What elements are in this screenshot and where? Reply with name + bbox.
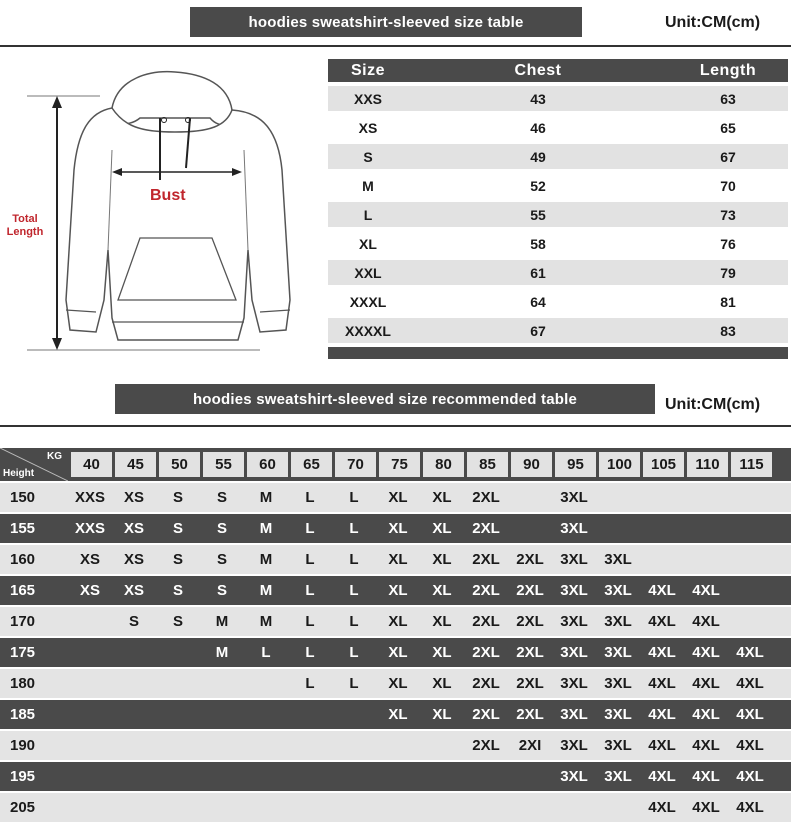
size-recommendation-cell: 2XL <box>472 706 500 723</box>
size-recommendation-cell: 3XL <box>560 737 588 754</box>
size-recommendation-cell: L <box>305 520 315 537</box>
size-recommendation-cell: L <box>349 644 359 661</box>
height-cell: 160 <box>10 551 36 568</box>
size-recommendation-cell: S <box>216 520 227 537</box>
size-row <box>328 202 788 227</box>
length-cell: 83 <box>720 322 736 339</box>
size-cell: XS <box>358 119 378 136</box>
size-table-footer-bar <box>328 347 788 359</box>
size-recommendation-cell: M <box>259 613 273 630</box>
chest-cell: 67 <box>530 322 546 339</box>
kg-header-cell: 105 <box>643 452 684 477</box>
size-recommendation-cell: XL <box>388 613 408 630</box>
length-cell: 81 <box>720 293 736 310</box>
size-recommendation-cell: 2XL <box>516 706 544 723</box>
height-cell: 195 <box>10 768 36 785</box>
size-recommendation-cell: XL <box>432 489 452 506</box>
kg-header-cell: 60 <box>247 452 288 477</box>
size-recommendation-cell: 3XL <box>604 675 632 692</box>
size-row <box>328 318 788 343</box>
size-recommendation-cell: XL <box>388 644 408 661</box>
size-recommendation-cell: 4XL <box>648 799 676 816</box>
size-recommendation-cell: S <box>216 582 227 599</box>
size-recommendation-cell: 4XL <box>692 582 720 599</box>
kg-header-cell: 65 <box>291 452 332 477</box>
size-recommendation-cell: 4XL <box>736 644 764 661</box>
size-recommendation-cell: M <box>259 551 273 568</box>
size-recommendation-cell: XS <box>123 582 144 599</box>
size-recommendation-cell: L <box>349 582 359 599</box>
height-row <box>0 576 791 605</box>
size-recommendation-cell: 4XL <box>692 799 720 816</box>
size-recommendation-cell: 4XL <box>736 675 764 692</box>
size-recommendation-cell: 2XL <box>516 582 544 599</box>
size-cell: XXXXL <box>345 322 391 339</box>
middle-divider <box>0 425 791 427</box>
height-cell: 190 <box>10 737 36 754</box>
size-cell: XXS <box>353 90 382 107</box>
kg-header-cell: 70 <box>335 452 376 477</box>
size-recommendation-cell: 3XL <box>560 520 588 537</box>
chest-cell: 58 <box>530 235 546 252</box>
size-row <box>328 86 788 111</box>
recommend-table <box>0 448 791 822</box>
size-recommendation-cell: 3XL <box>560 551 588 568</box>
header-size: Size <box>350 61 385 79</box>
size-recommendation-cell: XS <box>123 520 144 537</box>
height-row <box>0 638 791 667</box>
size-recommendation-cell: M <box>259 582 273 599</box>
length-cell: 73 <box>720 206 736 223</box>
kg-header-cell: 40 <box>71 452 112 477</box>
size-recommendation-cell: S <box>172 489 183 506</box>
size-recommendation-cell: 2XL <box>516 675 544 692</box>
chest-cell: 61 <box>530 264 546 281</box>
size-recommendation-cell: XL <box>388 551 408 568</box>
size-table-body <box>328 86 788 343</box>
size-recommendation-cell: L <box>305 613 315 630</box>
size-recommendation-cell: L <box>349 520 359 537</box>
size-recommendation-cell: 2XL <box>516 613 544 630</box>
size-recommendation-cell: XL <box>432 644 452 661</box>
header-length: Length <box>699 61 757 79</box>
size-recommendation-cell: XL <box>388 675 408 692</box>
size-recommendation-cell: S <box>172 582 183 599</box>
recommend-table-title: hoodies sweatshirt-sleeved size recommended table <box>115 384 655 414</box>
size-recommendation-cell: 2XL <box>472 489 500 506</box>
size-recommendation-cell: XS <box>79 582 100 599</box>
size-recommendation-cell: XL <box>432 551 452 568</box>
size-recommendation-cell: 4XL <box>736 768 764 785</box>
corner-kg-label: KG <box>47 451 62 462</box>
size-recommendation-cell: 3XL <box>560 582 588 599</box>
size-cell: XXL <box>354 264 382 281</box>
size-recommendation-cell: XS <box>123 489 144 506</box>
height-row <box>0 700 791 729</box>
height-row <box>0 762 791 791</box>
size-recommendation-cell: 3XL <box>560 613 588 630</box>
kg-header-cell: 100 <box>599 452 640 477</box>
size-recommendation-cell: M <box>215 644 229 661</box>
hoodie-outline-icon <box>0 55 320 360</box>
total-length-label <box>3 213 47 239</box>
header-chest: Chest <box>514 61 562 79</box>
corner-cell <box>0 448 68 481</box>
height-row <box>0 731 791 760</box>
size-recommendation-cell: XL <box>432 675 452 692</box>
size-recommendation-cell: L <box>349 489 359 506</box>
bust-label: Bust <box>150 187 186 204</box>
unit-label-bottom: Unit:CM(cm) <box>665 396 761 413</box>
size-cell: XXXL <box>349 293 387 310</box>
size-recommendation-cell: 2XL <box>472 551 500 568</box>
size-recommendation-cell: 2XL <box>472 675 500 692</box>
size-recommendation-cell: M <box>215 613 229 630</box>
size-cell: S <box>363 148 373 165</box>
size-recommendation-cell: XL <box>388 582 408 599</box>
size-recommendation-cell: XXS <box>74 520 105 537</box>
kg-header-cell: 55 <box>203 452 244 477</box>
size-recommendation-cell: 2XL <box>472 644 500 661</box>
size-recommendation-cell: 2XI <box>518 737 542 754</box>
size-recommendation-cell: XL <box>432 613 452 630</box>
size-recommendation-cell: 3XL <box>560 768 588 785</box>
height-cell: 185 <box>10 706 36 723</box>
length-cell: 76 <box>720 235 736 252</box>
kg-header-cell: 50 <box>159 452 200 477</box>
size-recommendation-cell: S <box>172 613 183 630</box>
size-recommendation-cell: XL <box>432 706 452 723</box>
size-recommendation-cell: 4XL <box>648 768 676 785</box>
size-recommendation-cell: 3XL <box>560 489 588 506</box>
size-recommendation-cell: 3XL <box>604 582 632 599</box>
size-recommendation-cell: 4XL <box>648 706 676 723</box>
height-cell: 180 <box>10 675 36 692</box>
kg-header-cell: 80 <box>423 452 464 477</box>
length-cell: 65 <box>720 119 736 136</box>
size-recommendation-cell: 4XL <box>692 613 720 630</box>
size-recommendation-cell: L <box>305 675 315 692</box>
length-cell: 70 <box>720 177 736 194</box>
size-row <box>328 144 788 169</box>
size-recommendation-cell: XS <box>79 551 100 568</box>
size-recommendation-cell: L <box>305 582 315 599</box>
chest-cell: 49 <box>530 148 546 165</box>
size-recommendation-cell: S <box>172 551 183 568</box>
size-recommendation-cell: XL <box>388 520 408 537</box>
size-recommendation-cell: 2XL <box>472 737 500 754</box>
size-recommendation-cell: XL <box>388 706 408 723</box>
size-recommendation-cell: XS <box>123 551 144 568</box>
size-table <box>328 59 788 359</box>
unit-label-top: Unit:CM(cm) <box>665 14 761 31</box>
size-recommendation-cell: XXS <box>74 489 105 506</box>
size-recommendation-cell: 3XL <box>604 613 632 630</box>
size-recommendation-cell: 3XL <box>604 768 632 785</box>
size-recommendation-cell: 2XL <box>516 644 544 661</box>
height-cell: 175 <box>10 644 36 661</box>
size-recommendation-cell: L <box>349 551 359 568</box>
size-recommendation-cell: M <box>259 489 273 506</box>
chest-cell: 46 <box>530 119 546 136</box>
kg-header-cell: 115 <box>731 452 772 477</box>
size-recommendation-cell: 4XL <box>648 737 676 754</box>
chest-cell: 52 <box>530 177 546 194</box>
recommend-table-header <box>0 448 791 481</box>
size-recommendation-cell: 2XL <box>472 520 500 537</box>
size-recommendation-cell: 4XL <box>692 675 720 692</box>
size-recommendation-cell: 2XL <box>472 582 500 599</box>
size-cell: XL <box>359 235 377 252</box>
size-cell: M <box>362 177 374 194</box>
size-recommendation-cell: S <box>172 520 183 537</box>
size-row <box>328 260 788 285</box>
size-recommendation-cell: 4XL <box>692 737 720 754</box>
size-recommendation-cell: 3XL <box>604 706 632 723</box>
kg-header-cell: 45 <box>115 452 156 477</box>
size-recommendation-cell: 3XL <box>604 551 632 568</box>
chest-cell: 43 <box>530 90 546 107</box>
recommend-table-body <box>0 483 791 822</box>
size-recommendation-cell: L <box>261 644 271 661</box>
size-row <box>328 289 788 314</box>
size-recommendation-cell: 4XL <box>736 799 764 816</box>
size-recommendation-cell: L <box>349 675 359 692</box>
kg-header-cell: 90 <box>511 452 552 477</box>
height-row <box>0 669 791 698</box>
kg-header-cell: 75 <box>379 452 420 477</box>
size-row <box>328 173 788 198</box>
height-row <box>0 793 791 822</box>
size-recommendation-cell: L <box>305 489 315 506</box>
kg-header-cell: 110 <box>687 452 728 477</box>
size-recommendation-cell: 3XL <box>604 644 632 661</box>
size-recommendation-cell: 3XL <box>604 737 632 754</box>
chest-cell: 55 <box>530 206 546 223</box>
size-recommendation-cell: 3XL <box>560 706 588 723</box>
size-recommendation-cell: 2XL <box>472 613 500 630</box>
height-cell: 150 <box>10 489 36 506</box>
size-recommendation-cell: 4XL <box>692 644 720 661</box>
size-recommendation-cell: L <box>305 551 315 568</box>
height-row <box>0 483 791 512</box>
size-recommendation-cell: S <box>216 551 227 568</box>
height-row <box>0 545 791 574</box>
height-cell: 205 <box>10 799 36 816</box>
size-recommendation-cell: 4XL <box>648 613 676 630</box>
size-recommendation-cell: 4XL <box>648 675 676 692</box>
size-recommendation-cell: 4XL <box>692 706 720 723</box>
corner-height-label: Height <box>3 468 35 479</box>
size-recommendation-cell: 3XL <box>560 644 588 661</box>
chest-cell: 64 <box>530 293 546 310</box>
top-divider <box>0 45 791 47</box>
height-row <box>0 514 791 543</box>
size-recommendation-cell: L <box>349 613 359 630</box>
length-cell: 79 <box>720 264 736 281</box>
size-recommendation-cell: S <box>128 613 139 630</box>
size-recommendation-cell: 3XL <box>560 675 588 692</box>
size-recommendation-cell: XL <box>432 520 452 537</box>
size-recommendation-cell: XL <box>432 582 452 599</box>
height-row <box>0 607 791 636</box>
size-recommendation-cell: 2XL <box>516 551 544 568</box>
kg-header-cell: 85 <box>467 452 508 477</box>
height-cell: 170 <box>10 613 36 630</box>
size-recommendation-cell: S <box>216 489 227 506</box>
size-row <box>328 115 788 140</box>
size-recommendation-cell: XL <box>388 489 408 506</box>
size-recommendation-cell: 4XL <box>736 737 764 754</box>
size-table-title: hoodies sweatshirt-sleeved size table <box>190 7 582 37</box>
length-cell: 63 <box>720 90 736 107</box>
height-cell: 155 <box>10 520 36 537</box>
height-cell: 165 <box>10 582 36 599</box>
size-recommendation-cell: 4XL <box>692 768 720 785</box>
total-length-text: Total Length <box>6 213 44 238</box>
size-recommendation-cell: 4XL <box>648 582 676 599</box>
size-row <box>328 231 788 256</box>
size-recommendation-cell: 4XL <box>736 706 764 723</box>
size-recommendation-cell: L <box>305 644 315 661</box>
kg-header-cell: 95 <box>555 452 596 477</box>
size-table-header <box>328 59 788 82</box>
size-recommendation-cell: M <box>259 520 273 537</box>
size-recommendation-cell: 4XL <box>648 644 676 661</box>
size-cell: L <box>363 206 373 223</box>
length-cell: 67 <box>720 148 736 165</box>
